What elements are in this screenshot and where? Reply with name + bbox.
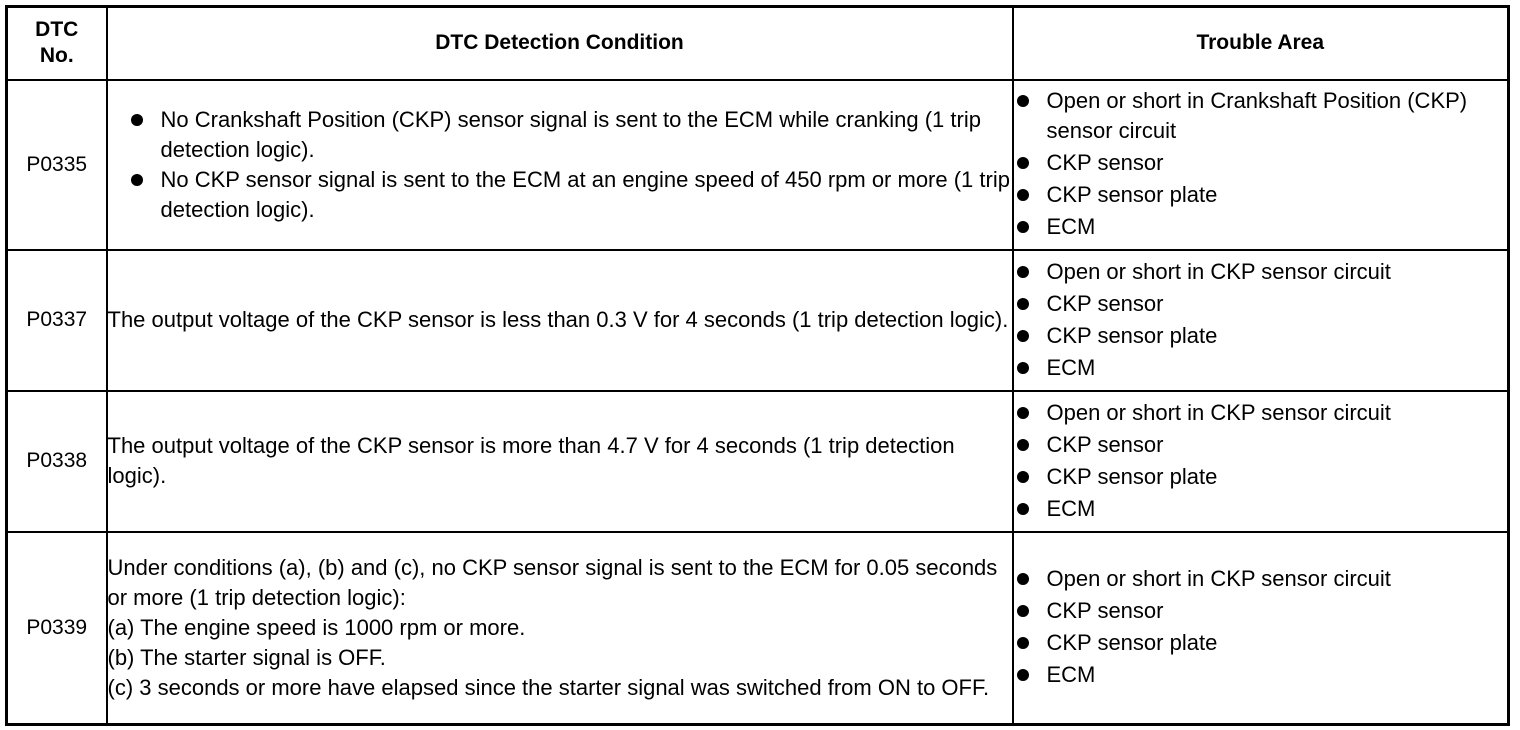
condition-text: The output voltage of the CKP sensor is less than 0.3 V for 4 seconds (1 trip detection logic). (107, 307, 1009, 332)
dtc-code: P0337 (7, 250, 107, 391)
detection-condition-cell (107, 391, 1013, 532)
bullet-icon (1017, 266, 1029, 278)
bullet-icon (131, 114, 143, 126)
trouble-area-text: Open or short in CKP sensor circuit (1046, 566, 1391, 592)
trouble-area-text: CKP sensor plate (1046, 322, 1218, 348)
bullet-icon (1017, 605, 1029, 617)
detection-condition-cell (107, 250, 1013, 391)
trouble-area-text: CKP sensor (1046, 290, 1164, 316)
bullet-icon (1017, 95, 1029, 107)
list-item (1014, 257, 1508, 287)
condition-text: (b) The starter signal is OFF. (107, 644, 386, 670)
trouble-area-text: CKP sensor plate (1046, 463, 1218, 489)
trouble-area-cell (1013, 532, 1509, 725)
dtc-table (5, 5, 1510, 726)
condition-text: The output voltage of the CKP sensor is more than 4.7 V for 4 seconds (1 trip detection logic). (107, 433, 955, 488)
list-item (1014, 353, 1508, 383)
list-item (1014, 212, 1508, 242)
trouble-area-list (1014, 564, 1508, 690)
dtc-code: P0339 (7, 532, 107, 725)
header-detection-condition: DTC Detection Condition (107, 7, 1013, 80)
bullet-icon (1017, 221, 1029, 233)
bullet-icon (1017, 637, 1029, 649)
trouble-area-text: CKP sensor (1046, 598, 1164, 624)
bullet-icon (1017, 330, 1029, 342)
list-item (128, 105, 1012, 165)
list-item (1014, 289, 1508, 319)
list-item (1014, 430, 1508, 460)
trouble-area-text: Open or short in CKP sensor circuit (1046, 258, 1391, 284)
bullet-icon (1017, 298, 1029, 310)
bullet-icon (1017, 669, 1029, 681)
list-item (1014, 321, 1508, 351)
bullet-icon (1017, 573, 1029, 585)
dtc-code: P0335 (7, 80, 107, 250)
dtc-code: P0338 (7, 391, 107, 532)
list-item (1014, 564, 1508, 594)
trouble-area-text: ECM (1046, 662, 1096, 688)
list-item (1014, 628, 1508, 658)
bullet-icon (1017, 362, 1029, 374)
trouble-area-text: Open or short in Crankshaft Position (CKP) sensor circuit (1046, 88, 1468, 143)
detection-condition-cell (107, 80, 1013, 250)
header-trouble-area: Trouble Area (1013, 7, 1509, 80)
list-item (1014, 180, 1508, 210)
table-row (7, 80, 1509, 250)
list-item (1014, 398, 1508, 428)
list-item (1014, 596, 1508, 626)
trouble-area-text: CKP sensor plate (1046, 630, 1218, 656)
bullet-icon (1017, 157, 1029, 169)
trouble-area-list (1014, 86, 1508, 242)
trouble-area-cell (1013, 250, 1509, 391)
bullet-icon (1017, 503, 1029, 515)
list-item (1014, 86, 1508, 146)
table-header-row (7, 7, 1509, 80)
bullet-icon (1017, 407, 1029, 419)
list-item (1014, 462, 1508, 492)
list-item (1014, 660, 1508, 690)
header-dtc-no: DTC No. (7, 7, 107, 80)
trouble-area-cell (1013, 391, 1509, 532)
trouble-area-list (1014, 398, 1508, 524)
condition-text: No CKP sensor signal is sent to the ECM at an engine speed of 450 rpm or more (1 trip detection logic). (160, 166, 1010, 222)
condition-list (108, 105, 1012, 225)
bullet-icon (131, 174, 143, 186)
list-item (128, 165, 1012, 225)
trouble-area-text: ECM (1046, 495, 1096, 521)
trouble-area-list (1014, 257, 1508, 383)
trouble-area-text: ECM (1046, 354, 1096, 380)
table-row (7, 250, 1509, 391)
condition-text: No Crankshaft Position (CKP) sensor signal is sent to the ECM while cranking (1 trip detection logic). (160, 106, 981, 162)
trouble-area-text: CKP sensor (1046, 150, 1164, 175)
table-row (7, 391, 1509, 532)
bullet-icon (1017, 471, 1029, 483)
trouble-area-text: CKP sensor plate (1046, 182, 1218, 207)
condition-text: Under conditions (a), (b) and (c), no CKP sensor signal is sent to the ECM for 0.05 seconds or more (1 trip detection logic): (107, 554, 998, 610)
detection-condition-cell (107, 532, 1013, 725)
trouble-area-text: CKP sensor (1046, 431, 1164, 457)
condition-text: (c) 3 seconds or more have elapsed since the starter signal was switched from ON to OFF. (107, 674, 990, 700)
bullet-icon (1017, 439, 1029, 451)
list-item (1014, 148, 1508, 178)
bullet-icon (1017, 189, 1029, 201)
trouble-area-cell (1013, 80, 1509, 250)
trouble-area-text: ECM (1046, 214, 1096, 239)
list-item (1014, 494, 1508, 524)
table-row (7, 532, 1509, 725)
condition-text: (a) The engine speed is 1000 rpm or more. (107, 614, 526, 640)
trouble-area-text: Open or short in CKP sensor circuit (1046, 399, 1391, 425)
